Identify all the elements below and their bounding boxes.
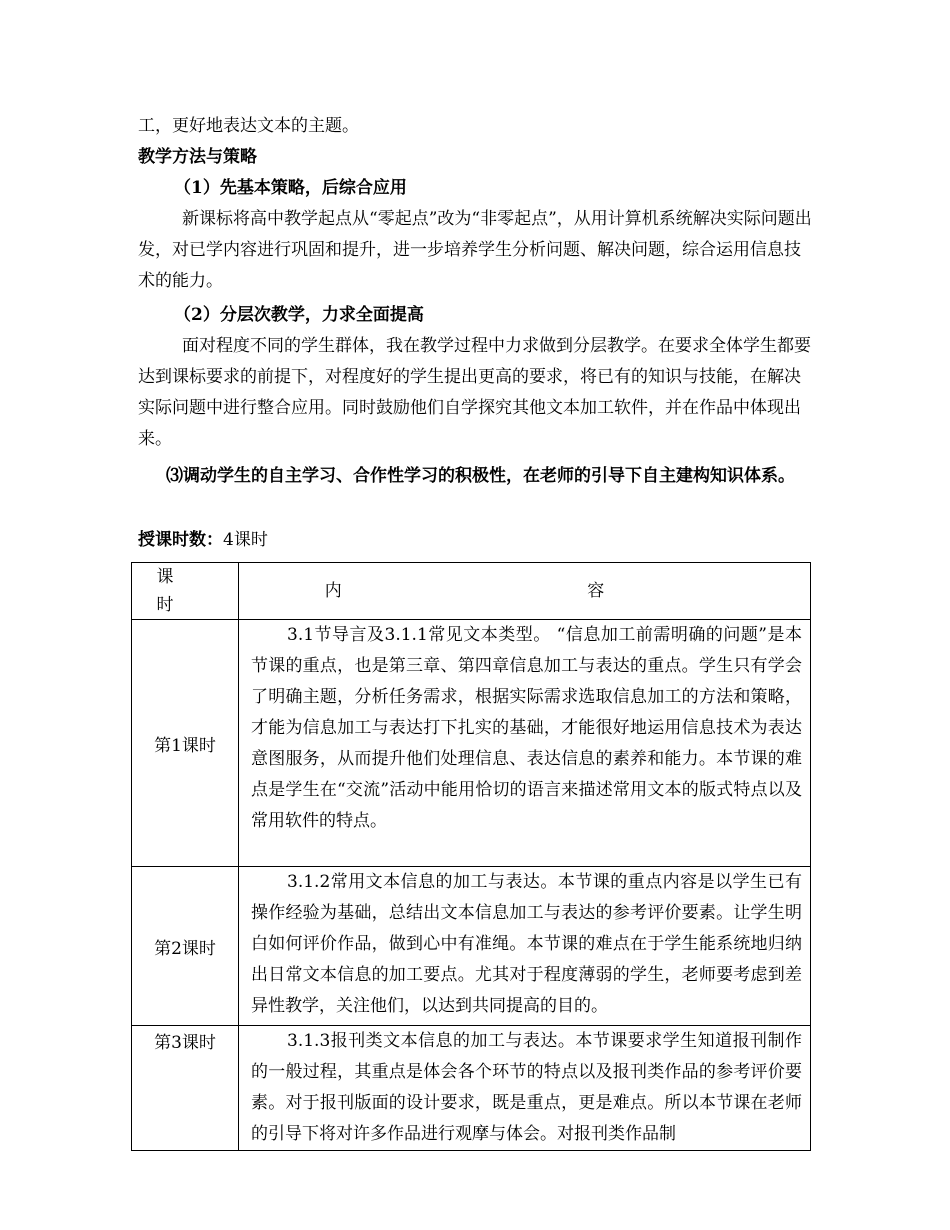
lesson-cell: 第2课时 xyxy=(132,867,239,1026)
section-title: 教学方法与策略 xyxy=(138,147,257,167)
table-header-row xyxy=(132,563,811,620)
content-cell: 3.1.2常用文本信息的加工与表达。本节课的重点内容是以学生已有操作经验为基础，总结出文本信息加工与表达的参考评价要素。让学生明白如何评价作品，做到心中有准绳。本节课的难点在于学生能系统地归纳出日常文本信息的加工要点。尤其对于程度薄弱的学生，老师要考虑到差异性教学，关注他们，以达到共同提高的目的。 xyxy=(239,867,811,1026)
content-cell: 3.1节导言及3.1.1常见文本类型。 “信息加工前需明确的问题”是本节课的重点，也是第三章、第四章信息加工与表达的重点。学生只有学会了明确主题，分析任务需求，根据实际需求选取信息加工的方法和策略，才能为信息加工与表达打下扎实的基础，才能很好地运用信息技术为表达意图服务，从而提升他们处理信息、表达信息的素养和能力。本节课的难点是学生在“交流”活动中能用恰切的语言来描述常用文本的版式特点以及常用软件的特点。 xyxy=(239,620,811,867)
strategy-1-body: 新课标将高中教学起点从“零起点”改为“非零起点”，从用计算机系统解决实际问题出发，对已学内容进行巩固和提升，进一步培养学生分析问题、解决问题，综合运用信息技术的能力。 xyxy=(138,209,812,291)
header-content: 内 容 xyxy=(239,563,811,620)
header-lesson: 课 时 xyxy=(132,563,239,620)
teaching-hours-line xyxy=(138,525,816,556)
strategy-2-body: 面对程度不同的学生群体，我在教学过程中力求做到分层教学。在要求全体学生都要达到课标要求的前提下，对程度好的学生提出更高的要求，将已有的知识与技能，在解决实际问题中进行整合应用。同时鼓励他们自学探究其他文本加工软件，并在作品中体现出来。 xyxy=(138,336,811,449)
teaching-hours-label: 授课时数： xyxy=(138,530,223,550)
content-cell: 3.1.3报刊类文本信息的加工与表达。本节课要求学生知道报刊制作的一般过程，其重点是体会各个环节的特点以及报刊类作品的参考评价要素。对于报刊版面的设计要求，既是重点，更是难点。所以本节课在老师的引导下将对许多作品进行观摩与体会。对报刊类作品制 xyxy=(239,1026,811,1151)
strategy-3-title: ⑶调动学生的自主学习、合作性学习的积极性，在老师的引导下自主建构知识体系。 xyxy=(166,466,795,486)
teaching-hours-value: 4课时 xyxy=(223,530,268,550)
strategy-2-title: （2）分层次教学，力求全面提高 xyxy=(174,305,424,325)
strategy-1-title: （1）先基本策略，后综合应用 xyxy=(174,178,407,198)
table-row xyxy=(132,867,811,1026)
lesson-cell: 第3课时 xyxy=(132,1026,239,1151)
lesson-table xyxy=(131,562,811,1151)
intro-tail-text: 工，更好地表达文本的主题。 xyxy=(138,116,359,136)
lesson-cell: 第1课时 xyxy=(132,620,239,867)
table-row xyxy=(132,1026,811,1151)
table-row xyxy=(132,620,811,867)
